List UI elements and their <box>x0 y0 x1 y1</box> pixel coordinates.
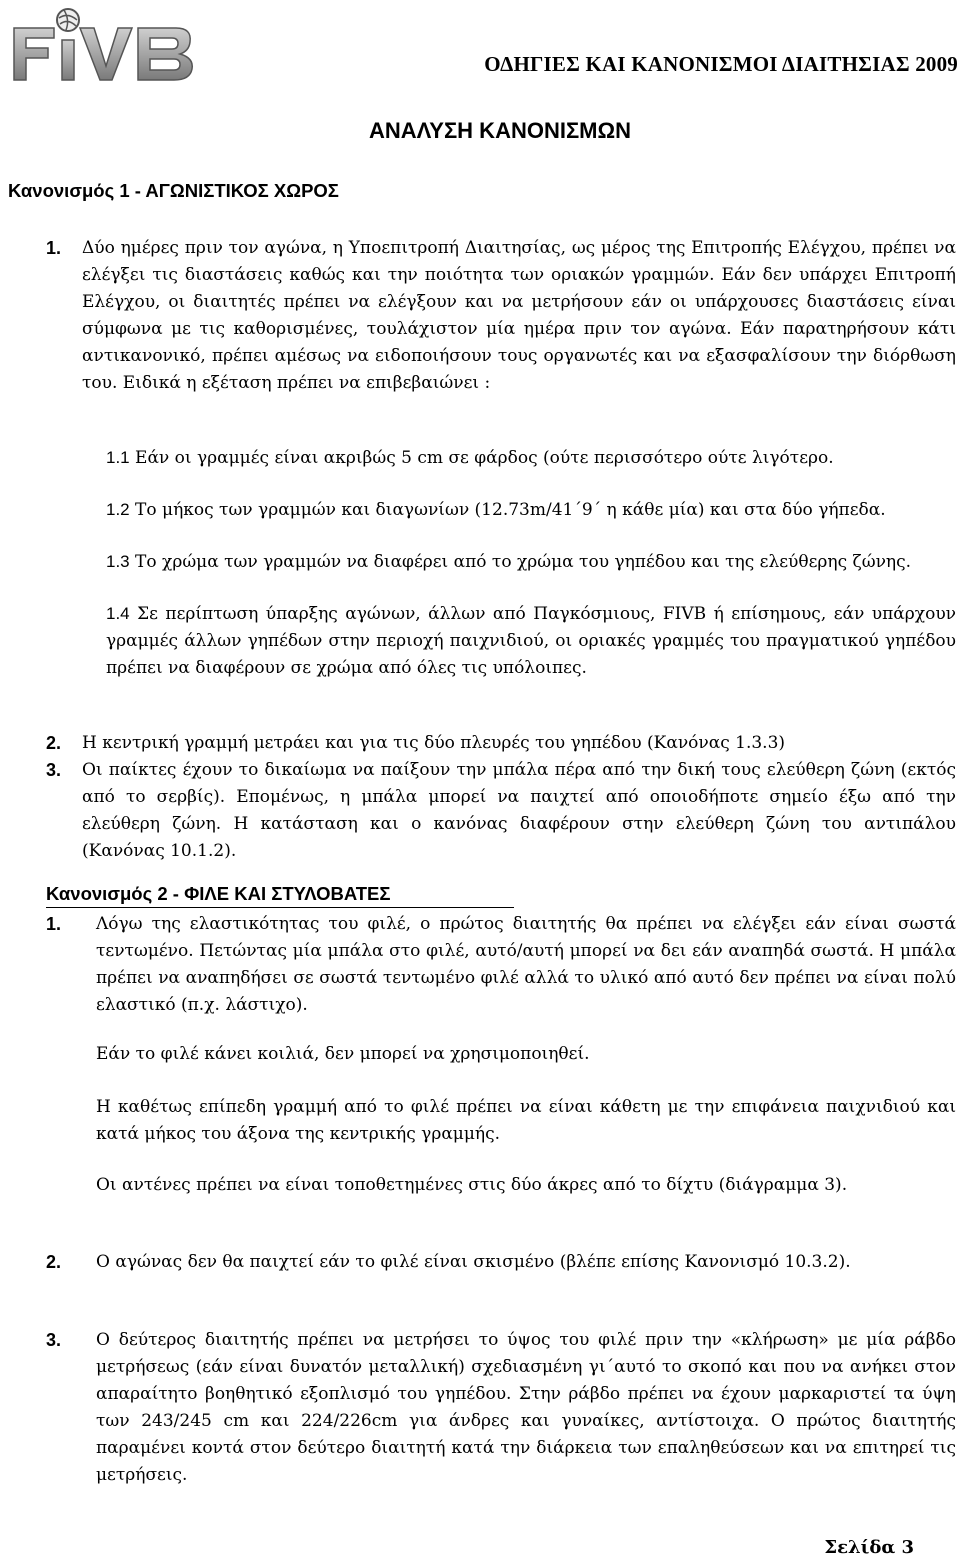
rule-2-item-1-paragraph-3: Η καθέτως επίπεδη γραμμή από το φιλέ πρέπει να είναι κάθετη με την επιφάνεια παιχνιδιού και κατά μήκος του άξονα της κεντρικής γραμμής. <box>96 1097 956 1144</box>
rule-1-sub-2 <box>106 496 956 524</box>
rule-1-item-1-number: 1. <box>46 238 62 258</box>
rule-1-sub-4 <box>106 600 956 682</box>
rule-1-item-3-number: 3. <box>46 760 62 780</box>
fivb-logo <box>8 6 198 86</box>
rule-2-item-3-text: Ο δεύτερος διαιτητής πρέπει να μετρήσει το ύψος του φιλέ πριν την «κλήρωση» με μία ράβδο μετρήσεως (εάν είναι δυνατόν μεταλλική) σχεδιασμένη γι΄αυτό το σκοπό και που να ανήκει στον απαραίτητο βοηθητικό εξοπλισμό του γηπέδου. Στην ράβδο πρέπει να έχουν μαρκαριστεί τα ύψη των 243/245 cm και 224/226cm για άνδρες και γυναίκες, αντίστοιχα. Ο πρώτος διαιτητής παραμένει κοντά στον δεύτερο διαιτητή κατά την διάρκεια των επαληθεύσεων και να επιτηρεί τις μετρήσεις. <box>96 1330 956 1485</box>
rule-2-item-3-number: 3. <box>46 1330 62 1350</box>
rule-2-heading-suffix: ΦΙΛΕ ΚΑΙ ΣΤΥΛΟΒΑΤΕΣ <box>184 883 391 904</box>
document-title: ΟΔΗΓΙΕΣ ΚΑΙ ΚΑΝΟΝΙΣΜΟΙ ΔΙΑΙΤΗΣΙΑΣ 2009 <box>484 52 958 76</box>
rule-2-heading-underline <box>46 907 514 908</box>
sub-2-number: 1.2 <box>106 500 130 519</box>
rule-2-item-1-text: Λόγω της ελαστικότητας του φιλέ, ο πρώτος διαιτητής θα πρέπει να ελέγξει εάν είναι σωστά τεντωμένο. Πετώντας μία μπάλα στο φιλέ, αυτό/αυτή μπορεί να δει εάν αναπηδά σωστά. Η μπάλα πρέπει να αναπηδήσει σε σωστά τεντωμένο φιλέ αλλά το υλικό από αυτό δεν πρέπει να είναι πολύ ελαστικό (π.χ. λάστιχο). <box>96 914 956 1015</box>
rule-2-item-2-text: Ο αγώνας δεν θα παιχτεί εάν το φιλέ είναι σκισμένο (βλέπε επίσης Κανονισμό 10.3.2). <box>96 1252 851 1272</box>
rule-1-heading: Κανονισμός 1 - ΑΓΩΝΙΣΤΙΚΟΣ ΧΩΡΟΣ <box>8 180 339 201</box>
sub-1-text: Εάν οι γραμμές είναι ακριβώς 5 cm σε φάρδος (ούτε περισσότερο ούτε λιγότερο. <box>129 448 834 468</box>
sub-3-text: Το χρώμα των γραμμών να διαφέρει από το χρώμα του γηπέδου και της ελεύθερης ζώνης. <box>129 552 912 572</box>
rule-2-heading-prefix: Κανονισμός 2 - <box>46 883 185 904</box>
sub-1-number: 1.1 <box>106 448 130 467</box>
rule-1-item-2-text: Η κεντρική γραμμή μετράει και για τις δύο πλευρές του γηπέδου (Κανόνας 1.3.3) <box>82 733 786 753</box>
rule-1-item-2-number: 2. <box>46 733 62 753</box>
rule-2-item-1-number: 1. <box>46 914 62 934</box>
rule-2-item-1-paragraph-4: Οι αντένες πρέπει να είναι τοποθετημένες στις δύο άκρες από το δίχτυ (διάγραμμα 3). <box>96 1175 848 1195</box>
sub-2-text: Το μήκος των γραμμών και διαγωνίων (12.73m/41΄9΄ η κάθε μία) και στα δύο γήπεδα. <box>129 500 886 520</box>
rule-1-sub-3 <box>106 548 956 576</box>
page-number: Σελίδα 3 <box>824 1537 914 1558</box>
section-title: ΑΝΑΛΥΣΗ ΚΑΝΟΝΙΣΜΩΝ <box>368 118 632 143</box>
sub-3-number: 1.3 <box>106 552 130 571</box>
rule-1-sub-1 <box>106 444 956 472</box>
fivb-logo-graphic <box>8 6 198 86</box>
sub-4-number: 1.4 <box>106 604 130 623</box>
rule-2-item-2-number: 2. <box>46 1252 62 1272</box>
sub-4-text: Σε περίπτωση ύπαρξης αγώνων, άλλων από Παγκόσμιους, FIVB ή επίσημους, εάν υπάρχουν γραμμές άλλων γηπέδων στην περιοχή παιχνιδιού, οι οριακές γραμμές του πραγματικού γηπέδου πρέπει να διαφέρουν σε χρώμα από όλες τις υπόλοιπες. <box>106 604 956 678</box>
rule-1-item-1-text: Δύο ημέρες πριν τον αγώνα, η Υποεπιτροπή Διαιτησίας, ως μέρος της Επιτροπής Ελέγχου, πρέπει να ελέγξει τις διαστάσεις καθώς και την ποιότητα των οριακών γραμμών. Εάν δεν υπάρχει Επιτροπή Ελέγχου, οι διαιτητές πρέπει να ελέγξουν και να μετρήσουν εάν οι υπάρχουσες διαστάσεις είναι σύμφωνα με τις καθορισμένες, τουλάχιστον μία ημέρα πριν τον αγώνα. Εάν παρατηρήσουν κάτι αντικανονικό, πρέπει αμέσως να ειδοποιήσουν τους οργανωτές και να εξασφαλίσουν την διόρθωση του. Ειδικά η εξέταση πρέπει να επιβεβαιώνει : <box>82 238 956 393</box>
rule-2-heading <box>46 883 390 905</box>
rule-2-item-1-paragraph-2: Εάν το φιλέ κάνει κοιλιά, δεν μπορεί να χρησιμοποιηθεί. <box>96 1044 590 1064</box>
rule-1-item-3-text: Οι παίκτες έχουν το δικαίωμα να παίξουν την μπάλα πέρα από την δική τους ελεύθερη ζώνη (εκτός από το σερβίς). Επομένως, η μπάλα μπορεί να παιχτεί από οποιοδήποτε σημείο έξω από την ελεύθερη ζώνη. Η κατάσταση και ο κανόνας διαφέρουν στην ελεύθερη ζώνη του αντιπάλου (Κανόνας 10.1.2). <box>82 760 956 861</box>
